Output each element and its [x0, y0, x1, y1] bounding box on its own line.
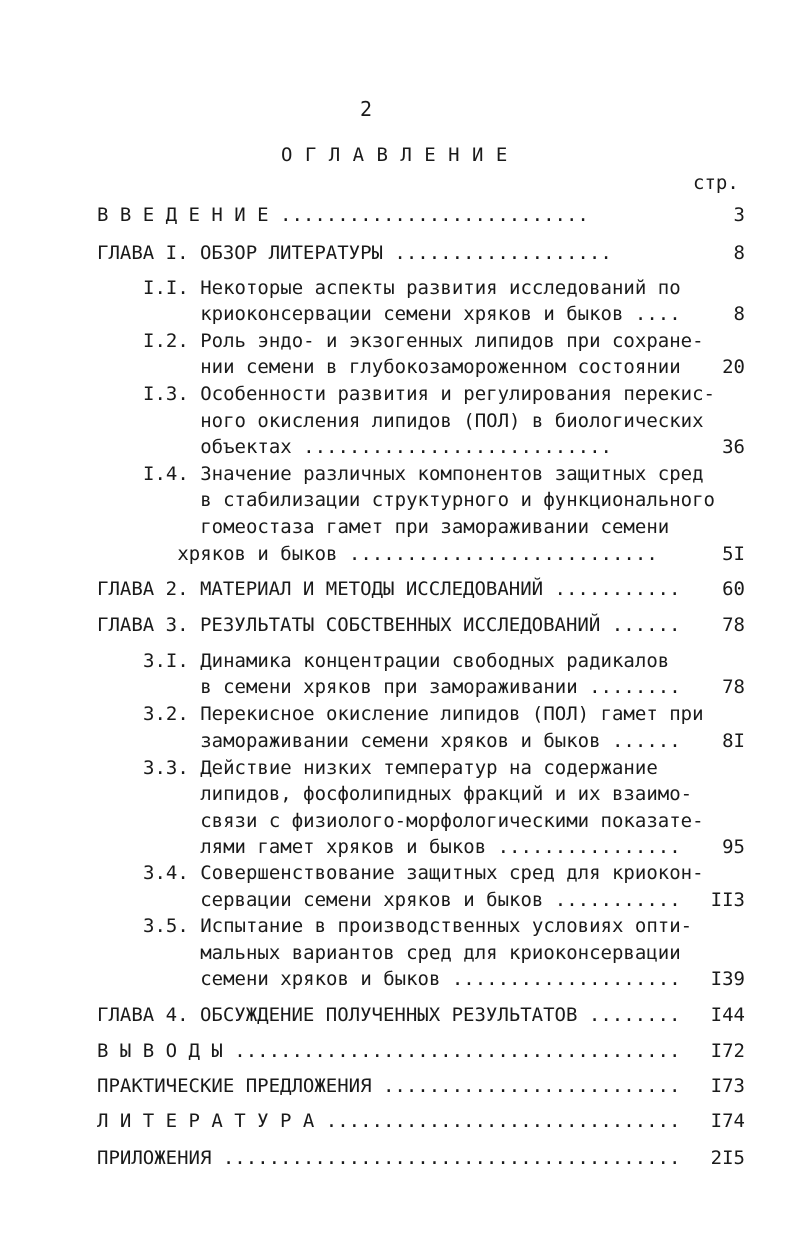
- toc-line-3-3a: 3.3. Действие низких температур на содержание: [143, 757, 658, 779]
- toc-page-1-1: 8: [733, 303, 745, 325]
- toc-page-1-3: 36: [722, 436, 745, 458]
- toc-line-3-3d: лями гамет хряков и быков ................: [143, 836, 681, 858]
- toc-line-conclusions: В Ы В О Д Ы .......................................: [97, 1040, 681, 1062]
- toc-line-3-2b: замораживании семени хряков и быков ......: [143, 730, 681, 752]
- toc-line-3-5c: семени хряков и быков ....................: [143, 968, 681, 990]
- toc-page-appendix: 2I5: [710, 1147, 745, 1169]
- toc-page-chapter2: 60: [722, 578, 745, 600]
- toc-line-3-4a: 3.4. Совершенствование защитных сред для криокон-: [143, 862, 704, 884]
- toc-page-3-4: II3: [710, 889, 745, 911]
- toc-line-intro: В В Е Д Е Н И Е ...........................: [97, 204, 589, 226]
- page-column-label: стр.: [693, 172, 739, 194]
- toc-line-literature: Л И Т Е Р А Т У Р А ...............................: [97, 1110, 681, 1132]
- toc-line-chapter1: ГЛАВА I. ОБЗОР ЛИТЕРАТУРЫ ...................: [97, 242, 612, 264]
- toc-line-1-4b: в стабилизации структурного и функционального: [143, 489, 715, 511]
- toc-line-1-4d: хряков и быков ...........................: [143, 543, 658, 565]
- toc-page-chapter4: I44: [710, 1004, 745, 1026]
- toc-line-3-4b: сервации семени хряков и быков ...........: [143, 889, 681, 911]
- toc-page-chapter3: 78: [722, 614, 745, 636]
- toc-line-1-3c: объектах ...........................: [143, 436, 612, 458]
- toc-line-3-5a: 3.5. Испытание в производственных условиях опти-: [143, 915, 693, 937]
- toc-line-3-1b: в семени хряков при замораживании ........: [143, 676, 681, 698]
- toc-line-chapter3: ГЛАВА 3. РЕЗУЛЬТАТЫ СОБСТВЕННЫХ ИССЛЕДОВАНИЙ ......: [97, 614, 681, 636]
- toc-line-1-1a: I.I. Некоторые аспекты развития исследований по: [143, 277, 681, 299]
- toc-page-literature: I74: [710, 1110, 745, 1132]
- toc-page-3-1: 78: [722, 676, 745, 698]
- toc-page-1-4: 5I: [722, 543, 745, 565]
- toc-line-proposals: ПРАКТИЧЕСКИЕ ПРЕДЛОЖЕНИЯ ..........................: [97, 1075, 681, 1097]
- toc-line-1-2a: I.2. Роль эндо- и экзогенных липидов при сохране-: [143, 330, 704, 352]
- toc-title: О Г Л А В Л Е Н И Е: [281, 144, 508, 166]
- toc-page-proposals: I73: [710, 1075, 745, 1097]
- toc-line-3-2a: 3.2. Перекисное окисление липидов (ПОЛ) гамет при: [143, 703, 704, 725]
- toc-page-intro: 3: [733, 204, 745, 226]
- toc-line-3-5b: мальных вариантов сред для криоконсервации: [143, 942, 681, 964]
- toc-page-3-3: 95: [722, 836, 745, 858]
- toc-line-1-1b: криоконсервации семени хряков и быков ....: [143, 303, 681, 325]
- toc-line-chapter2: ГЛАВА 2. МАТЕРИАЛ И МЕТОДЫ ИССЛЕДОВАНИЙ ...........: [97, 578, 681, 600]
- page-number: 2: [360, 97, 373, 121]
- toc-line-chapter4: ГЛАВА 4. ОБСУЖДЕНИЕ ПОЛУЧЕННЫХ РЕЗУЛЬТАТОВ ........: [97, 1004, 681, 1026]
- toc-line-3-1a: 3.I. Динамика концентрации свободных радикалов: [143, 650, 670, 672]
- toc-page-3-5: I39: [710, 968, 745, 990]
- toc-line-3-3b: липидов, фосфолипидных фракций и их взаимо-: [143, 783, 693, 805]
- toc-page-1-2: 20: [722, 356, 745, 378]
- toc-page-chapter1: 8: [733, 242, 745, 264]
- toc-line-appendix: ПРИЛОЖЕНИЯ ........................................: [97, 1147, 681, 1169]
- toc-line-1-4c: гомеостаза гамет при замораживании семени: [143, 516, 670, 538]
- toc-line-1-3b: ного окисления липидов (ПОЛ) в биологических: [143, 410, 704, 432]
- toc-line-1-2b: нии семени в глубокозамороженном состоянии: [143, 356, 681, 378]
- toc-line-1-3a: I.3. Особенности развития и регулирования перекис-: [143, 383, 715, 405]
- toc-page-conclusions: I72: [710, 1040, 745, 1062]
- toc-page-3-2: 8I: [722, 730, 745, 752]
- toc-line-1-4a: I.4. Значение различных компонентов защитных сред: [143, 463, 704, 485]
- toc-line-3-3c: связи с физиолого-морфологическими показате-: [143, 810, 704, 832]
